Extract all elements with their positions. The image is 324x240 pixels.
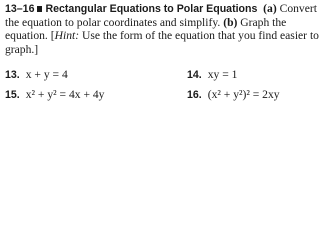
problem-15 — [5, 88, 104, 102]
section-heading: Rectangular Equations to Polar Equations — [45, 3, 258, 15]
part-a-text: Convert the equation to polar coordinates and simplify. — [5, 2, 317, 30]
hint-text: Use the form of the equation that you find easier to graph.] — [5, 29, 319, 56]
exercise-instructions — [5, 2, 321, 56]
problem-16 — [187, 88, 280, 102]
problem-number: 13. — [5, 69, 20, 81]
exercise-block — [5, 2, 321, 56]
exercise-range: 13–16 — [5, 3, 35, 15]
problem-equation: x + y = 4 — [25, 68, 68, 81]
hint-open-bracket: [ — [50, 29, 55, 43]
problem-13 — [5, 68, 68, 82]
problem-equation: x² + y² = 4x + 4y — [25, 88, 105, 101]
problem-number: 14. — [187, 69, 202, 81]
part-b-label: (b) — [223, 16, 238, 30]
square-bullet-icon — [37, 6, 42, 12]
part-b-text: Graph the equation. — [5, 16, 287, 43]
hint-label: Hint: — [54, 29, 80, 43]
problem-equation: (x² + y²)² = 2xy — [207, 88, 280, 101]
problem-equation: xy = 1 — [207, 68, 238, 81]
part-a-label: (a) — [263, 2, 277, 15]
problem-number: 15. — [5, 89, 20, 101]
problem-list — [5, 68, 321, 108]
problem-number: 16. — [187, 89, 202, 101]
problem-14 — [187, 68, 237, 82]
